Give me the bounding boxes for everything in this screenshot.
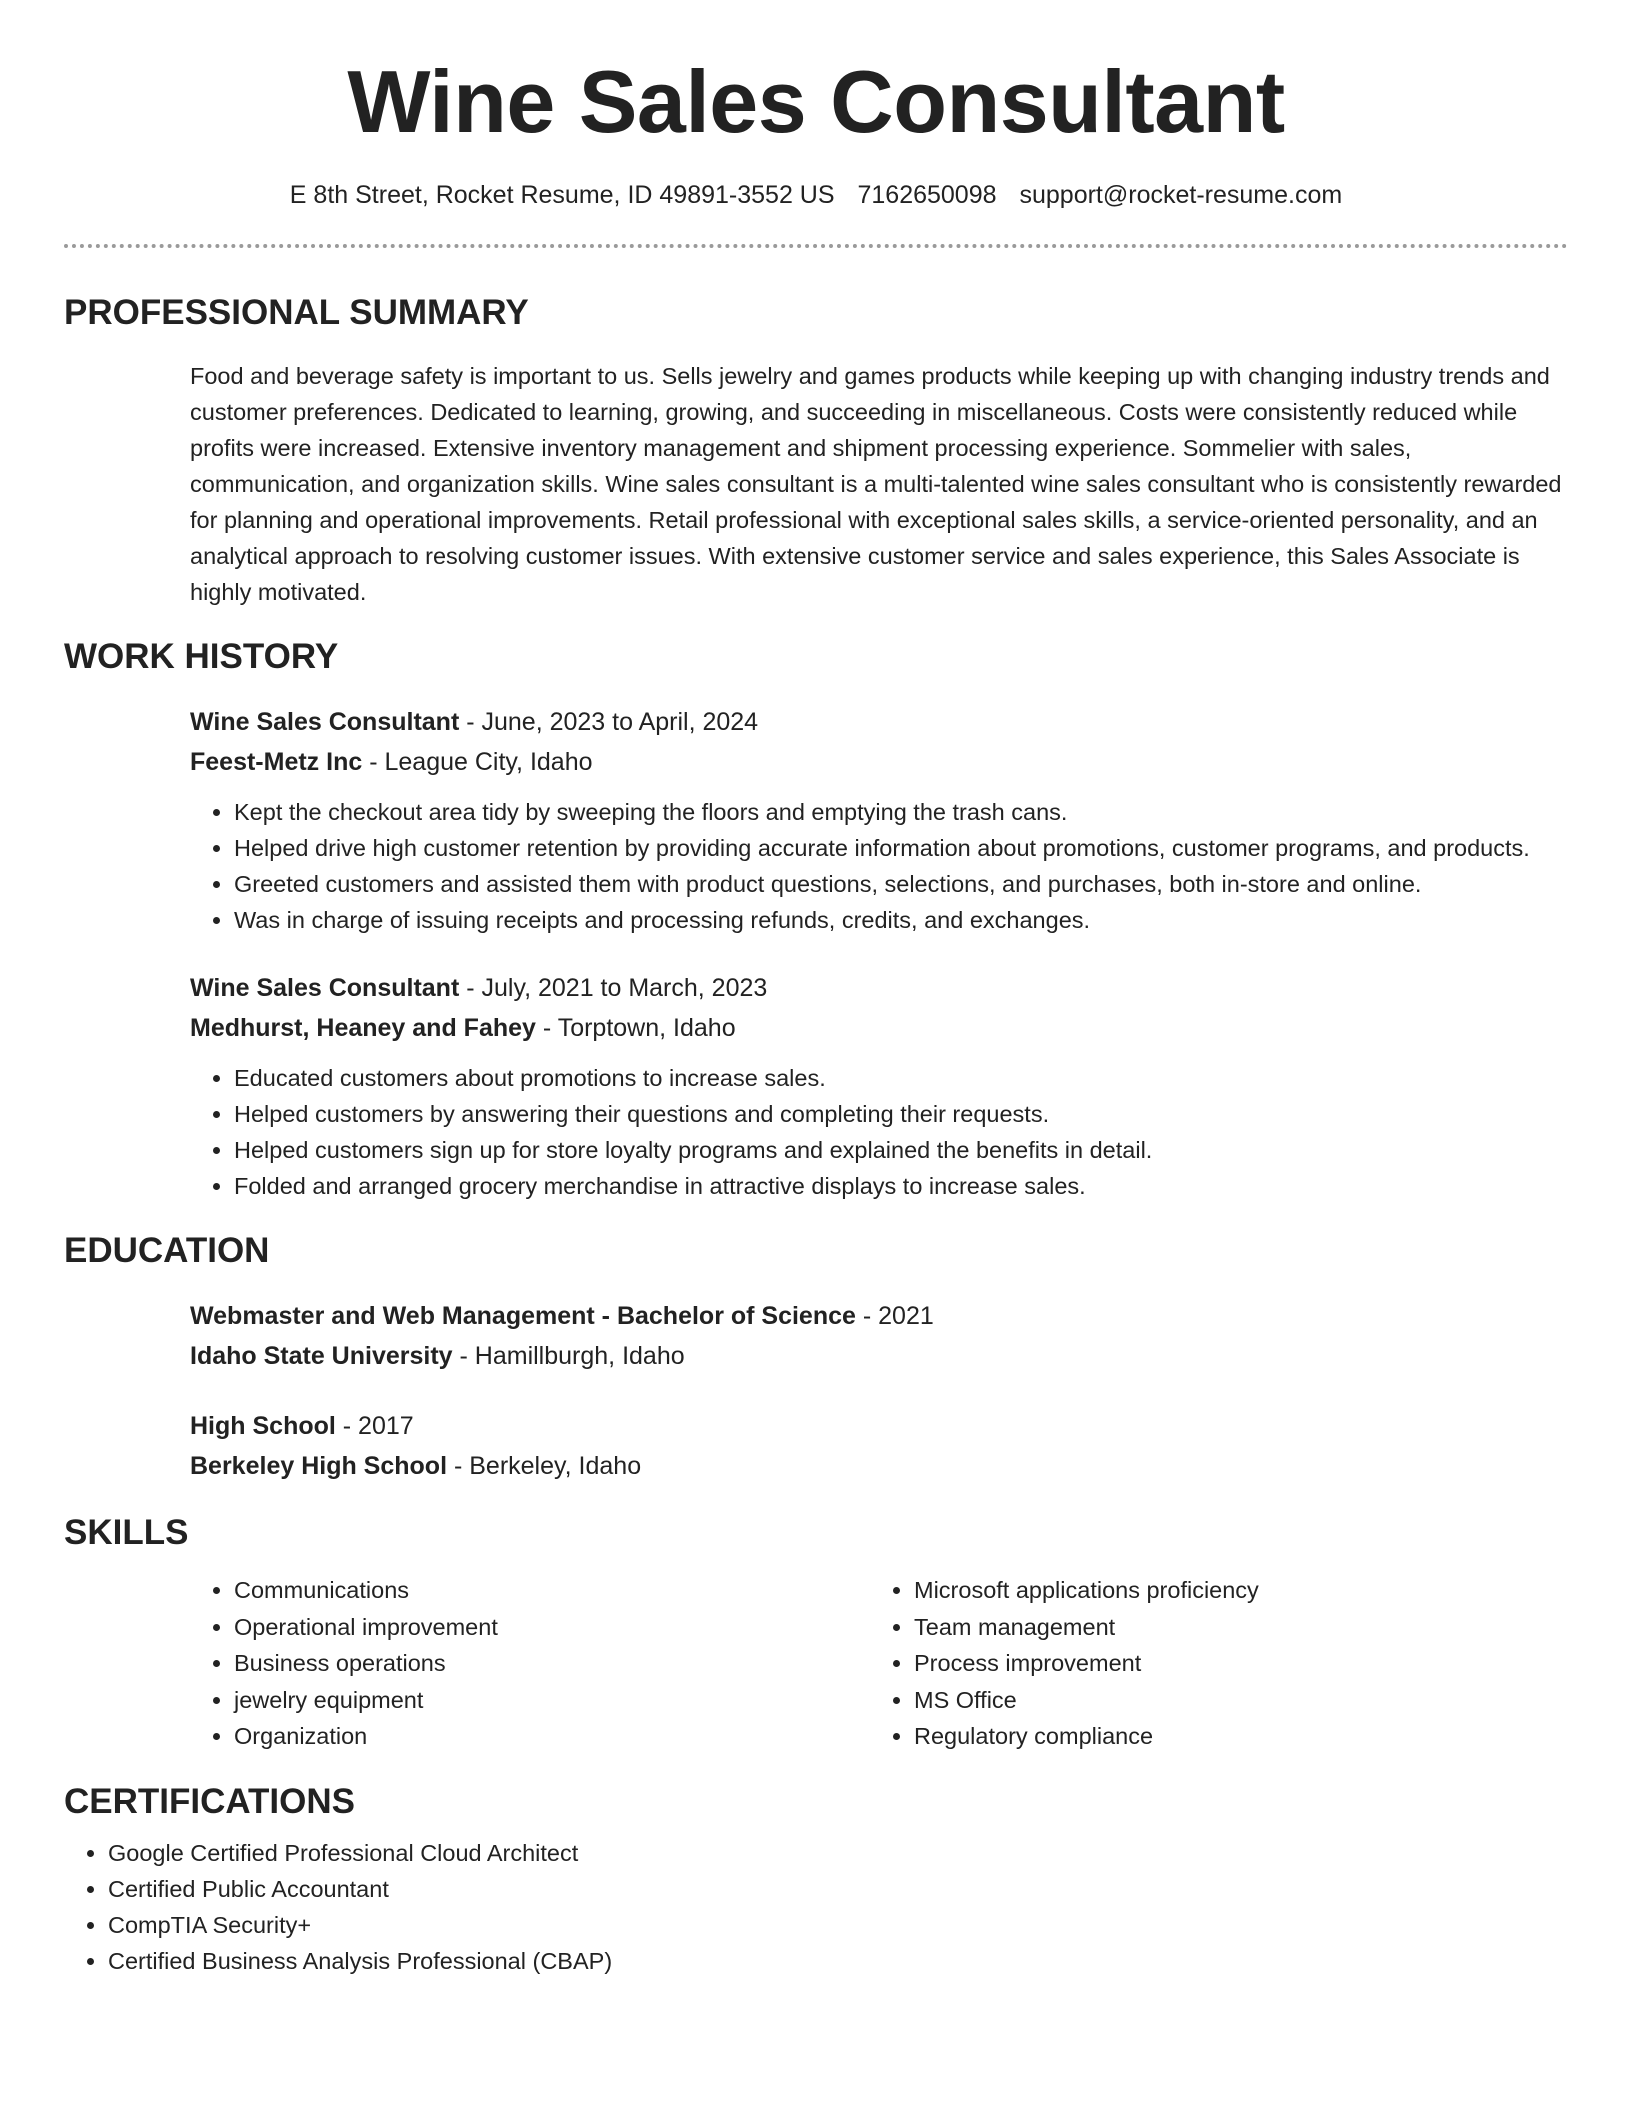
skill-item: • Microsoft applications proficiency: [914, 1572, 1554, 1609]
job-bullet: • Folded and arranged grocery merchandise in attractive displays to increase sales.: [234, 1168, 1568, 1204]
skill-item: • Process improvement: [914, 1645, 1554, 1682]
certifications-section: [64, 1781, 1568, 1979]
skill-item: • Operational improvement: [234, 1609, 870, 1646]
education-entry: [190, 1296, 1568, 1376]
job-location: - Torptown, Idaho: [535, 1014, 736, 1042]
skill-item: • Team management: [914, 1609, 1554, 1646]
summary-title: PROFESSIONAL SUMMARY: [64, 293, 529, 332]
job-bullet: • Educated customers about promotions to increase sales.: [234, 1060, 1568, 1096]
job-role: Wine Sales Consultant: [190, 708, 460, 736]
job-entry: [190, 968, 1568, 1204]
resume-page: [64, 0, 1568, 1979]
skill-item: • Organization: [234, 1718, 870, 1755]
education-degree: High School: [190, 1412, 336, 1440]
job-bullet: • Was in charge of issuing receipts and processing refunds, credits, and exchanges.: [234, 902, 1568, 938]
contact-address: E 8th Street, Rocket Resume, ID 49891-3552 US: [289, 181, 835, 209]
contact-phone: 7162650098: [857, 181, 997, 209]
job-bullets: [190, 794, 1568, 938]
job-dates: - June, 2023 to April, 2024: [459, 708, 759, 736]
education-school: Berkeley High School: [190, 1452, 448, 1480]
job-company: Feest-Metz Inc: [190, 748, 363, 776]
work-history-title: WORK HISTORY: [64, 637, 339, 676]
skills-section: [64, 1512, 1568, 1755]
certification-item: • Certified Public Accountant: [108, 1871, 1568, 1907]
header-divider: [64, 244, 1568, 248]
job-company: Medhurst, Heaney and Fahey: [190, 1014, 536, 1042]
education-section: [64, 1230, 1568, 1486]
contact-line: [64, 180, 1568, 210]
job-bullet: • Greeted customers and assisted them with product questions, selections, and purchases, both in-store and online.: [234, 866, 1568, 902]
job-dates: - July, 2021 to March, 2023: [459, 974, 768, 1002]
education-school: Idaho State University: [190, 1342, 453, 1370]
education-school-line: [190, 1336, 1568, 1376]
certifications-list: [64, 1835, 1568, 1979]
certification-item: • Google Certified Professional Cloud Architect: [108, 1835, 1568, 1871]
job-bullet: • Helped customers by answering their questions and completing their requests.: [234, 1096, 1568, 1132]
certification-item: • CompTIA Security+: [108, 1907, 1568, 1943]
contact-email: support@rocket-resume.com: [1019, 181, 1343, 209]
job-role-line: [190, 968, 1568, 1008]
job-bullet: • Kept the checkout area tidy by sweeping the floors and emptying the trash cans.: [234, 794, 1568, 830]
skill-item: • Communications: [234, 1572, 870, 1609]
education-entry: [190, 1406, 1568, 1486]
job-role: Wine Sales Consultant: [190, 974, 460, 1002]
education-year: - 2017: [335, 1412, 414, 1440]
summary-text: Food and beverage safety is important to us. Sells jewelry and games products while keeping up with changing industry trends and customer preferences. Dedicated to learning, growing, and succeeding in miscellaneous. Costs were consistently reduced while profits were increased. Extensive inventory management and shipment processing experience. Sommelier with sales, communication, and organization skills. Wine sales consultant is a multi-talented wine sales consultant who is consistently rewarded for planning and operational improvements. Retail professional with exceptional sales skills, a service-oriented personality, and an analytical approach to resolving customer issues. With extensive customer service and sales experience, this Sales Associate is highly motivated.: [190, 363, 1562, 605]
skill-item: • MS Office: [914, 1682, 1554, 1719]
resume-name: Wine Sales Consultant: [347, 52, 1285, 151]
education-location: - Berkeley, Idaho: [447, 1452, 642, 1480]
job-company-line: [190, 1008, 1568, 1048]
summary-section: [64, 292, 1568, 610]
job-role-line: [190, 702, 1568, 742]
job-entry: [190, 702, 1568, 938]
education-location: - Hamillburgh, Idaho: [452, 1342, 685, 1370]
education-degree: Webmaster and Web Management - Bachelor of Science: [190, 1302, 856, 1330]
education-school-line: [190, 1446, 1568, 1486]
education-degree-line: [190, 1296, 1568, 1336]
job-bullets: [190, 1060, 1568, 1204]
certification-item: • Certified Business Analysis Professional (CBAP): [108, 1943, 1568, 1979]
work-history-section: [64, 636, 1568, 1204]
skills-column-right: [870, 1572, 1554, 1755]
education-title: EDUCATION: [64, 1231, 270, 1270]
skills-title: SKILLS: [64, 1513, 189, 1552]
skills-grid: [190, 1572, 1568, 1755]
education-year: - 2021: [855, 1302, 934, 1330]
skill-item: • Business operations: [234, 1645, 870, 1682]
skills-column-left: [190, 1572, 870, 1755]
job-bullet: • Helped customers sign up for store loyalty programs and explained the benefits in detail.: [234, 1132, 1568, 1168]
education-degree-line: [190, 1406, 1568, 1446]
job-bullet: • Helped drive high customer retention by providing accurate information about promotions, customer programs, and products.: [234, 830, 1568, 866]
job-location: - League City, Idaho: [362, 748, 593, 776]
job-company-line: [190, 742, 1568, 782]
certifications-title: CERTIFICATIONS: [64, 1781, 356, 1821]
skill-item: • Regulatory compliance: [914, 1718, 1554, 1755]
skill-item: • jewelry equipment: [234, 1682, 870, 1719]
